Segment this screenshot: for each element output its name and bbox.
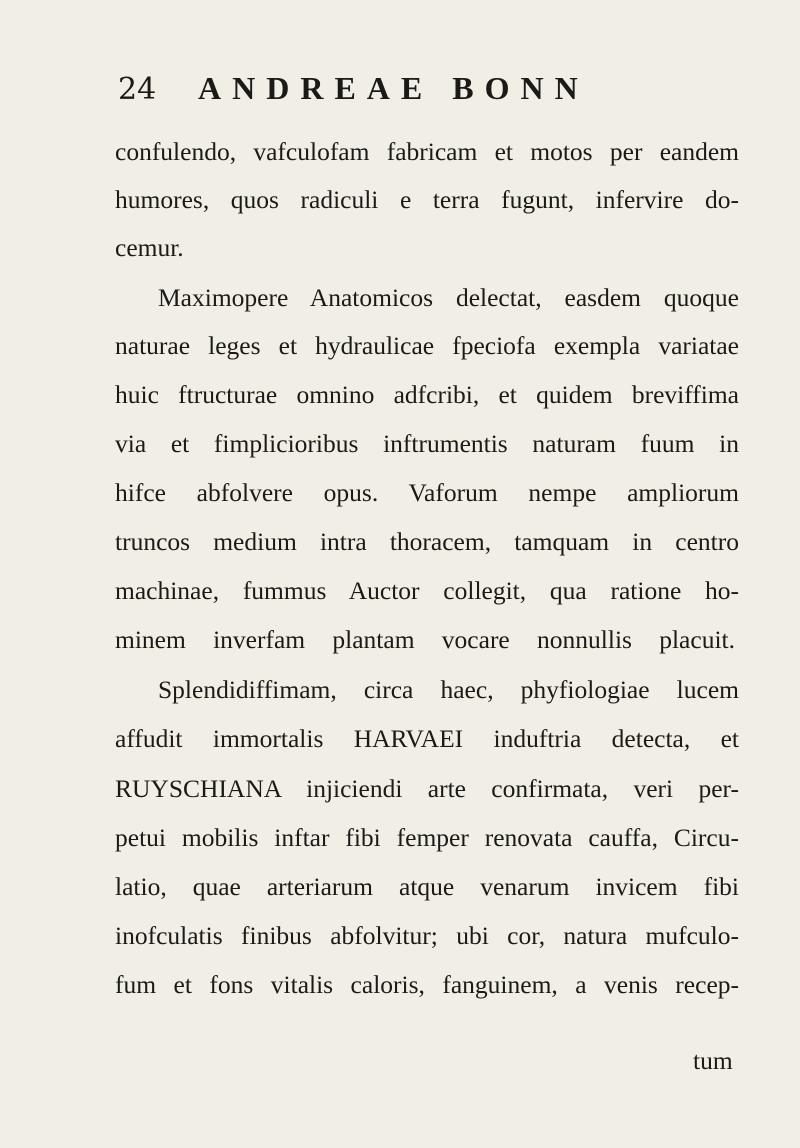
page-number: 24 xyxy=(118,72,157,107)
text-line: truncos medium intra thoracem, tamquam in centro xyxy=(115,527,739,556)
text-line: minem inverfam plantam vocare nonnullis placuit. xyxy=(115,625,735,654)
text-line: via et fimplicioribus inftrumentis naturam fuum in xyxy=(115,429,739,458)
text-line: naturae leges et hydraulicae fpeciofa exempla variatae xyxy=(115,331,739,360)
text-line: Splendidiffimam, circa haec, phyfiologiae lucem xyxy=(158,675,739,704)
text-line: RUYSCHIANA injiciendi arte confirmata, veri per- xyxy=(115,774,739,803)
text-line: hifce abfolvere opus. Vaforum nempe ampliorum xyxy=(115,478,739,507)
text-line: inofculatis finibus abfolvitur; ubi cor, natura mufculo- xyxy=(115,921,739,950)
text-line: confulendo, vafculofam fabricam et motos per eandem xyxy=(115,137,739,166)
text-line: machinae, fummus Auctor collegit, qua ratione ho- xyxy=(115,576,739,605)
text-line: affudit immortalis HARVAEI induftria detecta, et xyxy=(115,724,739,753)
catchword: tum xyxy=(693,1046,733,1075)
page-header xyxy=(118,64,638,114)
text-line: cemur. xyxy=(115,233,184,262)
text-line: latio, quae arteriarum atque venarum invicem fibi xyxy=(115,872,739,901)
text-line: fum et fons vitalis caloris, fanguinem, a venis recep- xyxy=(115,970,739,999)
text-line: Maximopere Anatomicos delectat, easdem quoque xyxy=(158,283,739,312)
running-head: ANDREAE BONN xyxy=(198,70,589,106)
text-line: petui mobilis inftar fibi femper renovata cauffa, Circu- xyxy=(115,823,739,852)
text-line: huic ftructurae omnino adfcribi, et quidem breviffima xyxy=(115,380,739,409)
text-line: humores, quos radiculi e terra fugunt, infervire do- xyxy=(115,185,739,214)
